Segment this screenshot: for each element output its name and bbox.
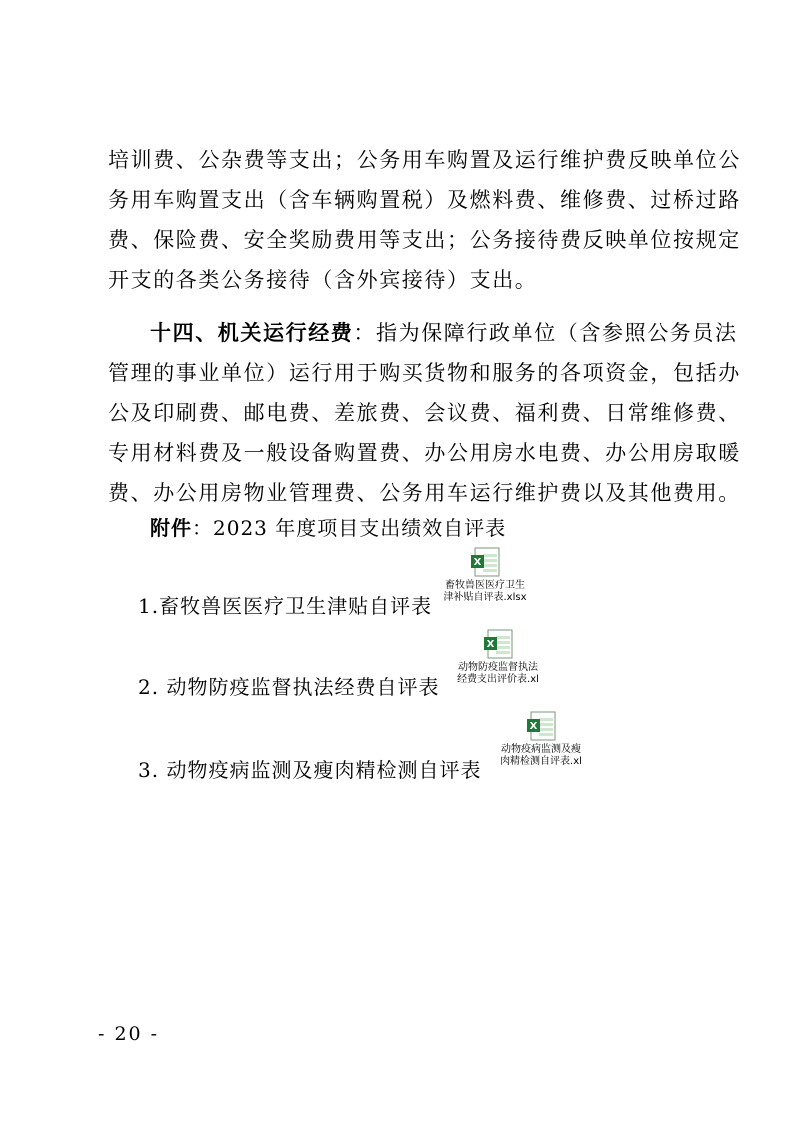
attachment-item-2: 2. 动物防疫监督执法经费自评表 (138, 675, 440, 699)
text-line: 费、办公用房物业管理费、公务用车运行维护费以及其他费用。 (108, 481, 741, 505)
attachment-file-3[interactable] (486, 710, 596, 768)
text-line: 开支的各类公务接待（含外宾接待）支出。 (108, 268, 538, 292)
svg-text:X: X (529, 721, 538, 732)
file-name-line: 津补贴自评表.xlsx (443, 592, 527, 603)
file-name-line: 畜牧兽医医疗卫生 (445, 580, 525, 591)
svg-text:X: X (473, 557, 482, 568)
file-name-line: 动物疫病监测及瘦 (501, 744, 581, 755)
excel-file-icon (469, 546, 501, 578)
excel-file-icon (482, 628, 514, 660)
text-line: 管理的事业单位）运行用于购买货物和服务的各项资金，包括办 (108, 361, 741, 385)
file-name-line: 经费支出评价表.xl (457, 674, 539, 685)
text-line: 费、保险费、安全奖励费用等支出；公务接待费反映单位按规定 (108, 228, 741, 252)
svg-text:X: X (486, 639, 495, 650)
page-number: - 20 - (98, 1023, 160, 1045)
section-term: 十四、机关运行经费 (150, 320, 354, 345)
attachments-title: ：2023 年度项目支出绩效自评表 (192, 516, 507, 540)
paragraph-operating-expenses (108, 313, 741, 513)
text-line: 公及印刷费、邮电费、差旅费、会议费、福利费、日常维修费、 (108, 401, 741, 425)
text-line: 务用车购置支出（含车辆购置税）及燃料费、维修费、过桥过路 (108, 188, 741, 212)
attachment-item-1: 1.畜牧兽医医疗卫生津贴自评表 (138, 594, 433, 618)
attachments-heading (150, 514, 506, 542)
paragraph-public-expenses (108, 140, 741, 300)
excel-file-icon (525, 710, 557, 742)
attachment-file-2[interactable] (443, 628, 553, 686)
file-name-line: 动物防疫监督执法 (458, 662, 538, 673)
text-line: 专用材料费及一般设备购置费、办公用房水电费、办公用房取暖 (108, 441, 741, 465)
attachments-label: 附件 (150, 516, 192, 540)
text-line: 培训费、公杂费等支出；公务用车购置及运行维护费反映单位公 (108, 148, 741, 172)
text-line (108, 313, 738, 353)
file-name-line: 肉精检测自评表.xl (500, 756, 582, 767)
attachment-file-1[interactable] (430, 546, 540, 604)
attachment-item-3: 3. 动物疫病监测及瘦肉精检测自评表 (138, 758, 482, 782)
section-definition: ：指为保障行政单位（含参照公务员法 (353, 321, 738, 345)
